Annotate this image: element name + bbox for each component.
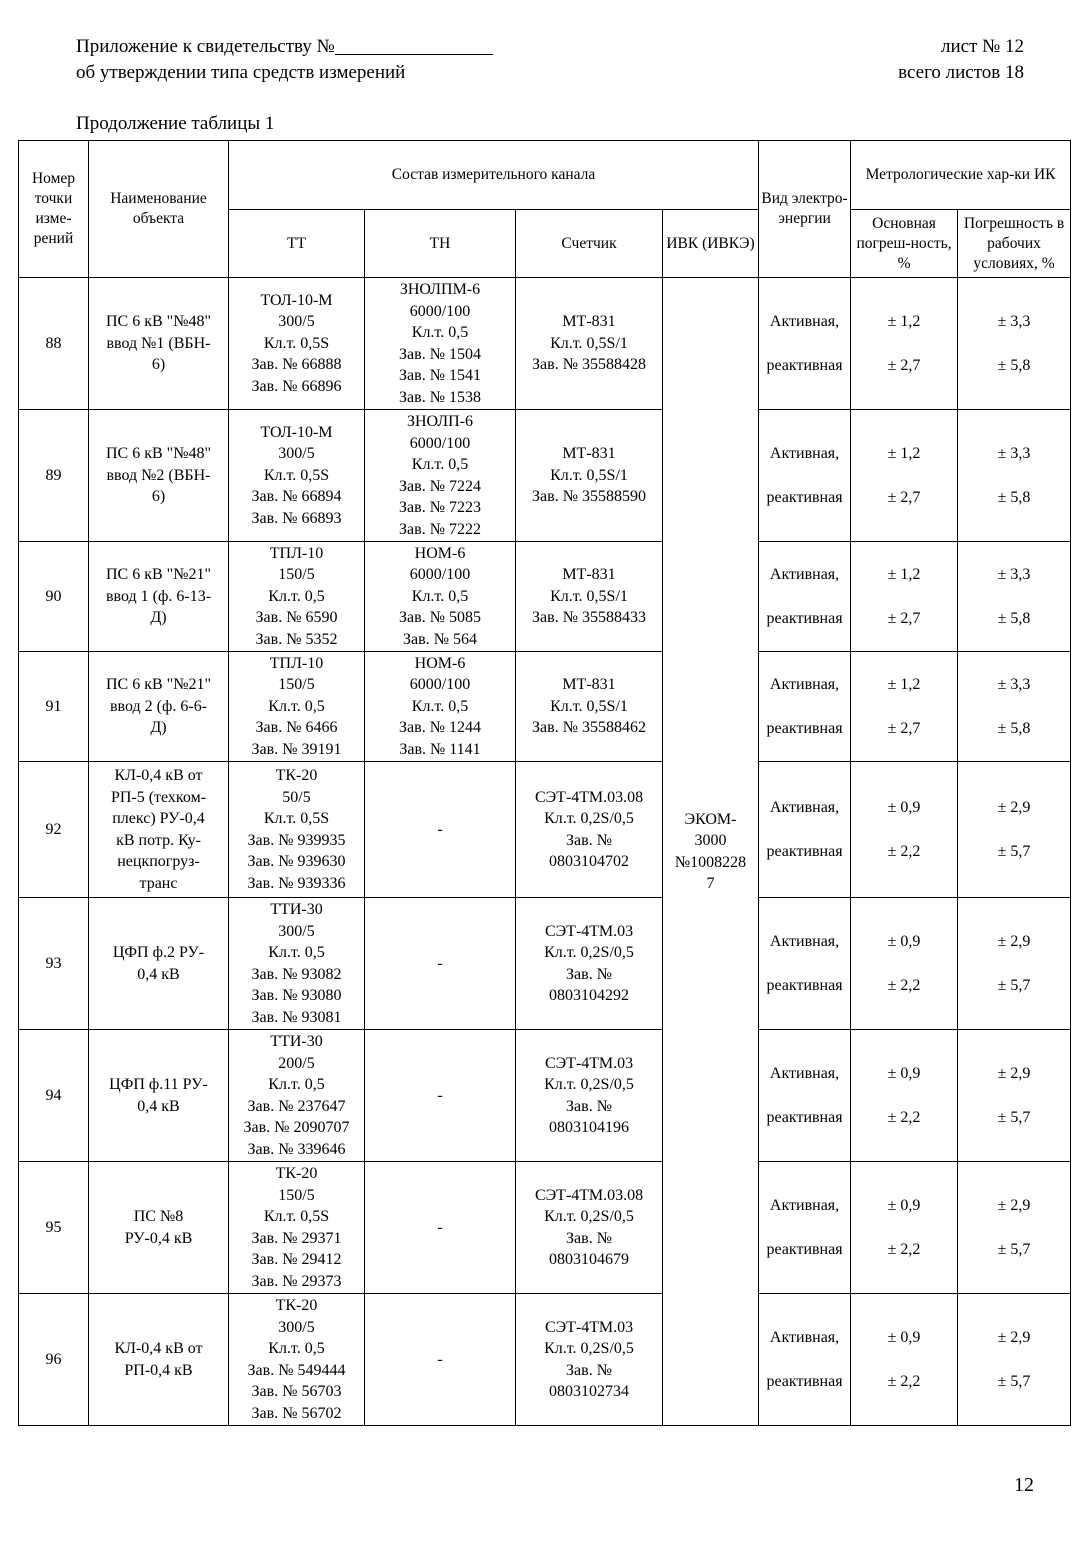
electricity-meter-line: СЭТ-4ТМ.03: [544, 1318, 634, 1336]
voltage-transformer-line: -: [437, 954, 443, 972]
current-transformer-line: Зав. № 66893: [251, 509, 342, 527]
current-transformer: [229, 542, 365, 652]
table-row: [19, 898, 1071, 1030]
voltage-transformer: [365, 410, 516, 542]
object-name: [89, 762, 229, 898]
object-name: [89, 1162, 229, 1294]
voltage-transformer-line: Зав. № 1538: [399, 388, 481, 406]
object-name-line: РП-0,4 кВ: [124, 1361, 193, 1379]
energy-type: [759, 898, 851, 1030]
current-transformer-line: Зав. № 237647: [247, 1097, 346, 1115]
work-error-value: ± 2,9: [997, 1196, 1031, 1214]
work-error-value: ± 2,9: [997, 1064, 1031, 1082]
voltage-transformer-line: 6000/100: [409, 566, 471, 584]
voltage-transformer-line: -: [437, 1350, 443, 1368]
voltage-transformer-line: ЗНОЛП-6: [406, 413, 474, 430]
object-name-line: ввод 1 (ф. 6-13-: [105, 587, 212, 605]
main-error-value: ± 2,2: [887, 1240, 921, 1258]
energy-type-value: реактивная: [766, 719, 843, 737]
current-transformer-line: Кл.т. 0,5: [268, 1076, 325, 1093]
main-error-value: ± 0,9: [887, 1196, 921, 1214]
electricity-meter: [516, 1030, 663, 1162]
main-error: [851, 278, 958, 410]
energy-type-value: реактивная: [766, 488, 843, 506]
electricity-meter-line: СЭТ-4ТМ.03.08: [534, 1186, 644, 1204]
electricity-meter-line: Кл.т. 0,2S/0,5: [544, 1076, 634, 1093]
measurement-point-number: 96: [19, 1294, 89, 1426]
current-transformer: [229, 652, 365, 762]
current-transformer-line: Кл.т. 0,5: [268, 944, 325, 961]
work-error: [958, 1162, 1071, 1294]
current-transformer-line: 300/5: [278, 922, 315, 940]
energy-type: [759, 410, 851, 542]
electricity-meter-line: СЭТ-4ТМ.03: [544, 922, 634, 940]
voltage-transformer-line: Зав. № 1141: [399, 740, 481, 758]
object-name-line: ввод №2 (ВБН-: [106, 466, 211, 484]
electricity-meter: [516, 542, 663, 652]
electricity-meter-line: 0803104702: [549, 853, 629, 870]
work-error: [958, 410, 1071, 542]
voltage-transformer-line: НОМ-6: [414, 654, 466, 672]
electricity-meter-line: Кл.т. 0,5S/1: [550, 334, 628, 352]
header-line-1: Приложение к свидетельству №: [76, 36, 335, 57]
table-row: [19, 410, 1071, 542]
measurement-channels-table: [18, 140, 1071, 1426]
object-name-line: нецкпогруз-: [117, 853, 200, 870]
electricity-meter: [516, 652, 663, 762]
voltage-transformer-line: -: [437, 1086, 443, 1104]
table-continuation-title: Продолжение таблицы 1: [76, 113, 275, 134]
energy-type-value: реактивная: [766, 842, 843, 860]
work-error: [958, 278, 1071, 410]
main-error-value: ± 1,2: [887, 565, 921, 583]
object-name-line: 6): [151, 356, 166, 374]
work-error: [958, 1030, 1071, 1162]
energy-type-value: реактивная: [766, 1108, 843, 1126]
object-name-line: 6): [151, 488, 166, 506]
object-name: [89, 542, 229, 652]
current-transformer-line: Зав. № 66896: [251, 377, 342, 395]
main-error-value: ± 0,9: [887, 1328, 921, 1346]
measurement-point-number: 91: [19, 652, 89, 762]
voltage-transformer-line: Зав. № 7222: [399, 520, 481, 538]
work-error-value: ± 5,8: [997, 719, 1031, 737]
work-error-value: ± 5,8: [997, 488, 1031, 506]
main-error: [851, 410, 958, 542]
object-name-line: плекс) РУ-0,4: [112, 810, 205, 827]
energy-type-value: Активная,: [769, 1328, 840, 1346]
main-error: [851, 542, 958, 652]
object-name-line: ЦФП ф.2 РУ-: [112, 944, 205, 961]
current-transformer-line: Зав. № 339646: [247, 1140, 346, 1158]
current-transformer-line: Кл.т. 0,5: [268, 1340, 325, 1357]
voltage-transformer-line: НОМ-6: [414, 544, 466, 562]
energy-type: [759, 762, 851, 898]
object-name-line: РУ-0,4 кВ: [124, 1229, 193, 1247]
energy-type: [759, 1030, 851, 1162]
object-name: [89, 898, 229, 1030]
main-error: [851, 898, 958, 1030]
main-error: [851, 1030, 958, 1162]
energy-type-value: реактивная: [766, 356, 843, 374]
main-error-value: ± 1,2: [887, 675, 921, 693]
current-transformer-line: Зав. № 939630: [247, 853, 346, 870]
object-name-line: 0,4 кВ: [137, 965, 180, 983]
voltage-transformer-line: 6000/100: [409, 434, 471, 452]
current-transformer-line: 300/5: [278, 313, 315, 331]
object-name-line: Д): [150, 719, 167, 737]
electricity-meter-line: Зав. №: [566, 1229, 612, 1247]
energy-type: [759, 278, 851, 410]
current-transformer-line: ТТИ-30: [270, 901, 323, 918]
ivk-device-line: №1008228: [674, 853, 747, 871]
current-transformer-line: 300/5: [278, 1318, 315, 1336]
electricity-meter-line: Кл.т. 0,5S/1: [550, 697, 628, 715]
object-name: [89, 1294, 229, 1426]
energy-type-value: Активная,: [769, 798, 840, 816]
col-header-composition: Состав измерительного канала: [229, 141, 759, 210]
work-error-value: ± 3,3: [997, 312, 1031, 330]
object-name-line: ввод 2 (ф. 6-6-: [109, 697, 208, 715]
col-header-main-error: Основная погреш-ность, %: [851, 210, 958, 278]
current-transformer: [229, 1294, 365, 1426]
voltage-transformer-line: Кл.т. 0,5: [411, 697, 469, 715]
current-transformer: [229, 1162, 365, 1294]
certificate-number-blank: [335, 36, 493, 55]
main-error-value: ± 1,2: [887, 444, 921, 462]
voltage-transformer-line: Зав. № 1504: [399, 345, 481, 363]
voltage-transformer: [365, 1162, 516, 1294]
voltage-transformer: [365, 898, 516, 1030]
work-error-value: ± 5,8: [997, 609, 1031, 627]
measurement-point-number: 94: [19, 1030, 89, 1162]
main-error-value: ± 2,7: [887, 488, 921, 506]
voltage-transformer: [365, 1294, 516, 1426]
current-transformer-line: Зав. № 66888: [251, 356, 342, 374]
electricity-meter-line: Зав. № 35588428: [532, 356, 646, 374]
main-error-value: ± 0,9: [887, 1064, 921, 1082]
object-name-line: ПС 6 кВ "№21": [106, 566, 211, 584]
ivk-device: [663, 278, 759, 1426]
electricity-meter-line: Кл.т. 0,5S/1: [550, 466, 628, 484]
main-error-value: ± 2,2: [887, 1108, 921, 1126]
current-transformer-line: Зав. № 56703: [251, 1383, 342, 1400]
voltage-transformer-line: -: [437, 820, 443, 838]
col-header-ivk: ИВК (ИВКЭ): [663, 210, 759, 278]
electricity-meter-line: 0803104679: [549, 1251, 629, 1268]
work-error-value: ± 3,3: [997, 675, 1031, 693]
object-name: [89, 278, 229, 410]
electricity-meter: [516, 410, 663, 542]
table-row: [19, 1030, 1071, 1162]
current-transformer-line: ТПЛ-10: [269, 654, 324, 672]
object-name-line: ЦФП ф.11 РУ-: [109, 1076, 208, 1093]
electricity-meter-line: СЭТ-4ТМ.03: [544, 1054, 634, 1072]
measurement-point-number: 95: [19, 1162, 89, 1294]
energy-type-value: реактивная: [766, 1372, 843, 1390]
page-number: 12: [1014, 1474, 1034, 1496]
electricity-meter-line: Зав. № 35588590: [532, 488, 646, 506]
energy-type: [759, 1294, 851, 1426]
main-error: [851, 1162, 958, 1294]
measurement-point-number: 88: [19, 278, 89, 410]
current-transformer-line: Кл.т. 0,5S: [263, 334, 330, 352]
current-transformer: [229, 410, 365, 542]
electricity-meter-line: 0803104196: [549, 1119, 629, 1136]
object-name-line: КЛ-0,4 кВ от: [114, 1340, 203, 1357]
current-transformer-line: Зав. № 939935: [247, 831, 346, 849]
current-transformer-line: Зав. № 29371: [251, 1229, 342, 1247]
work-error-value: ± 2,9: [997, 932, 1031, 950]
current-transformer-line: Зав. № 66894: [251, 488, 342, 506]
electricity-meter-line: Кл.т. 0,2S/0,5: [544, 1208, 634, 1225]
current-transformer-line: Зав. № 549444: [247, 1361, 346, 1379]
electricity-meter-line: МТ-831: [562, 566, 616, 584]
work-error: [958, 652, 1071, 762]
work-error-value: ± 5,8: [997, 356, 1031, 374]
object-name-line: ПС 6 кВ "№48": [106, 445, 211, 463]
current-transformer-line: ТК-20: [275, 1297, 318, 1314]
energy-type-value: Активная,: [769, 932, 840, 950]
work-error-value: ± 2,9: [997, 798, 1031, 816]
current-transformer-line: ТК-20: [275, 767, 318, 784]
current-transformer-line: Зав. № 29373: [251, 1272, 342, 1290]
voltage-transformer: [365, 542, 516, 652]
object-name: [89, 652, 229, 762]
energy-type-value: реактивная: [766, 609, 843, 627]
current-transformer-line: Зав. № 93081: [251, 1008, 342, 1026]
electricity-meter-line: Зав. № 35588433: [532, 609, 646, 627]
current-transformer-line: ТПЛ-10: [269, 544, 324, 562]
current-transformer-line: Кл.т. 0,5: [268, 587, 325, 605]
main-error: [851, 1294, 958, 1426]
object-name-line: транс: [139, 874, 178, 892]
electricity-meter-line: Кл.т. 0,2S/0,5: [544, 1340, 634, 1357]
current-transformer-line: 150/5: [278, 1186, 315, 1204]
main-error-value: ± 2,7: [887, 356, 921, 374]
object-name: [89, 410, 229, 542]
object-name-line: ПС №8: [133, 1208, 184, 1225]
current-transformer-line: Зав. № 29412: [251, 1251, 342, 1268]
energy-type-value: Активная,: [769, 675, 840, 693]
ivk-device-line: 7: [706, 875, 715, 892]
col-header-num: Номер точки изме-рений: [19, 141, 89, 278]
current-transformer-line: Зав. № 56702: [251, 1404, 342, 1422]
current-transformer-line: Зав. № 39191: [251, 740, 342, 758]
main-error: [851, 652, 958, 762]
table-row: [19, 278, 1071, 410]
current-transformer: [229, 898, 365, 1030]
main-error-value: ± 2,2: [887, 1372, 921, 1390]
voltage-transformer-line: Кл.т. 0,5: [411, 324, 469, 341]
electricity-meter-line: Зав. №: [566, 1361, 612, 1379]
document-header-left: [76, 34, 493, 86]
ivk-device-line: ЭКОМ-: [684, 810, 737, 828]
energy-type: [759, 652, 851, 762]
electricity-meter-line: СЭТ-4ТМ.03.08: [534, 788, 644, 806]
work-error-value: ± 2,9: [997, 1328, 1031, 1346]
work-error: [958, 1294, 1071, 1426]
table-row: [19, 1294, 1071, 1426]
voltage-transformer: [365, 652, 516, 762]
object-name-line: кВ потр. Ку-: [116, 831, 201, 849]
energy-type-value: Активная,: [769, 312, 840, 330]
electricity-meter: [516, 278, 663, 410]
col-header-tt: ТТ: [229, 210, 365, 278]
energy-type-value: Активная,: [769, 1196, 840, 1214]
electricity-meter: [516, 1294, 663, 1426]
work-error-value: ± 5,7: [997, 1108, 1031, 1126]
energy-type-value: реактивная: [766, 976, 843, 994]
work-error-value: ± 5,7: [997, 1240, 1031, 1258]
work-error-value: ± 3,3: [997, 565, 1031, 583]
electricity-meter-line: Зав. №: [566, 831, 612, 849]
electricity-meter: [516, 1162, 663, 1294]
voltage-transformer-line: 6000/100: [409, 676, 471, 694]
work-error-value: ± 5,7: [997, 1372, 1031, 1390]
main-error-value: ± 2,7: [887, 609, 921, 627]
work-error: [958, 898, 1071, 1030]
electricity-meter-line: Зав. №: [566, 965, 612, 983]
voltage-transformer-line: Зав. № 5085: [399, 609, 481, 627]
voltage-transformer-line: 6000/100: [409, 302, 471, 320]
measurement-point-number: 92: [19, 762, 89, 898]
object-name-line: Д): [150, 609, 167, 627]
measurement-point-number: 89: [19, 410, 89, 542]
object-name-line: 0,4 кВ: [137, 1097, 180, 1115]
current-transformer-line: ТТИ-30: [270, 1033, 323, 1050]
main-error-value: ± 0,9: [887, 932, 921, 950]
voltage-transformer-line: Кл.т. 0,5: [411, 456, 469, 473]
electricity-meter-line: Кл.т. 0,2S/0,5: [544, 944, 634, 961]
main-error-value: ± 0,9: [887, 798, 921, 816]
current-transformer-line: Зав. № 939336: [247, 874, 346, 892]
current-transformer-line: Зав. № 93080: [251, 987, 342, 1004]
voltage-transformer-line: Зав. № 7224: [399, 477, 481, 495]
current-transformer-line: 200/5: [278, 1054, 315, 1072]
energy-type-value: Активная,: [769, 565, 840, 583]
current-transformer-line: Кл.т. 0,5S: [263, 466, 330, 484]
voltage-transformer-line: Зав. № 7223: [399, 499, 481, 516]
object-name-line: ПС 6 кВ "№21": [106, 676, 211, 694]
electricity-meter-line: Зав. № 35588462: [532, 719, 646, 737]
current-transformer-line: Зав. № 6590: [255, 609, 338, 627]
sheet-number: лист № 12: [940, 36, 1024, 57]
current-transformer-line: Кл.т. 0,5: [268, 697, 325, 715]
col-header-energy: Вид электро-энергии: [759, 141, 851, 278]
object-name-line: ПС 6 кВ "№48": [106, 313, 211, 331]
current-transformer-line: 50/5: [282, 788, 311, 806]
voltage-transformer-line: ЗНОЛПМ-6: [399, 281, 481, 298]
col-header-tn: ТН: [365, 210, 516, 278]
object-name-line: ввод №1 (ВБН-: [106, 334, 211, 352]
col-header-work-error: Погрешность в рабочих условиях, %: [958, 210, 1071, 278]
measurement-point-number: 93: [19, 898, 89, 1030]
energy-type: [759, 1162, 851, 1294]
main-error-value: ± 2,2: [887, 842, 921, 860]
voltage-transformer-line: Зав. № 564: [403, 630, 477, 648]
main-error-value: ± 1,2: [887, 312, 921, 330]
current-transformer-line: Зав. № 93082: [251, 965, 342, 983]
electricity-meter: [516, 898, 663, 1030]
voltage-transformer: [365, 278, 516, 410]
ivk-device-line: 3000: [694, 832, 727, 849]
current-transformer-line: ТК-20: [275, 1165, 318, 1182]
electricity-meter-line: Кл.т. 0,2S/0,5: [544, 810, 634, 827]
current-transformer-line: 150/5: [278, 566, 315, 584]
energy-type-value: реактивная: [766, 1240, 843, 1258]
voltage-transformer-line: -: [437, 1218, 443, 1236]
header-line-2: об утверждении типа средств измерений: [76, 62, 406, 83]
current-transformer-line: 150/5: [278, 676, 315, 694]
energy-type-value: Активная,: [769, 1064, 840, 1082]
main-error: [851, 762, 958, 898]
current-transformer: [229, 278, 365, 410]
work-error: [958, 542, 1071, 652]
object-name: [89, 1030, 229, 1162]
voltage-transformer: [365, 1030, 516, 1162]
col-header-meter: Счетчик: [516, 210, 663, 278]
table-row: [19, 542, 1071, 652]
main-error-value: ± 2,7: [887, 719, 921, 737]
current-transformer-line: Кл.т. 0,5S: [263, 1208, 330, 1225]
current-transformer-line: Зав. № 6466: [255, 719, 338, 737]
main-error-value: ± 2,2: [887, 976, 921, 994]
current-transformer: [229, 1030, 365, 1162]
current-transformer-line: ТОЛ-10-М: [260, 291, 333, 309]
electricity-meter-line: МТ-831: [562, 676, 616, 694]
col-header-name: Наименование объекта: [89, 141, 229, 278]
object-name-line: РП-5 (техком-: [110, 788, 207, 806]
current-transformer-line: Кл.т. 0,5S: [263, 810, 330, 827]
electricity-meter-line: МТ-831: [562, 445, 616, 463]
object-name-line: КЛ-0,4 кВ от: [114, 767, 203, 784]
current-transformer-line: Зав. № 2090707: [243, 1119, 350, 1136]
electricity-meter-line: МТ-831: [562, 313, 616, 331]
measurement-point-number: 90: [19, 542, 89, 652]
electricity-meter-line: Зав. №: [566, 1097, 612, 1115]
current-transformer: [229, 762, 365, 898]
work-error-value: ± 5,7: [997, 976, 1031, 994]
current-transformer-line: Зав. № 5352: [255, 630, 338, 648]
work-error-value: ± 3,3: [997, 444, 1031, 462]
electricity-meter-line: Кл.т. 0,5S/1: [550, 587, 628, 605]
current-transformer-line: 300/5: [278, 445, 315, 463]
electricity-meter-line: 0803104292: [549, 987, 629, 1004]
total-sheets: всего листов 18: [898, 62, 1024, 83]
energy-type-value: Активная,: [769, 444, 840, 462]
voltage-transformer-line: Кл.т. 0,5: [411, 587, 469, 605]
table-row: [19, 652, 1071, 762]
voltage-transformer: [365, 762, 516, 898]
col-header-metrology: Метрологические хар-ки ИК: [851, 141, 1071, 210]
voltage-transformer-line: Зав. № 1244: [399, 719, 481, 737]
voltage-transformer-line: Зав. № 1541: [399, 367, 481, 384]
table-row: [19, 1162, 1071, 1294]
work-error: [958, 762, 1071, 898]
energy-type: [759, 542, 851, 652]
table-row: [19, 762, 1071, 898]
current-transformer-line: ТОЛ-10-М: [260, 423, 333, 441]
work-error-value: ± 5,7: [997, 842, 1031, 860]
electricity-meter-line: 0803102734: [549, 1383, 629, 1400]
electricity-meter: [516, 762, 663, 898]
document-header-right: [898, 34, 1024, 86]
